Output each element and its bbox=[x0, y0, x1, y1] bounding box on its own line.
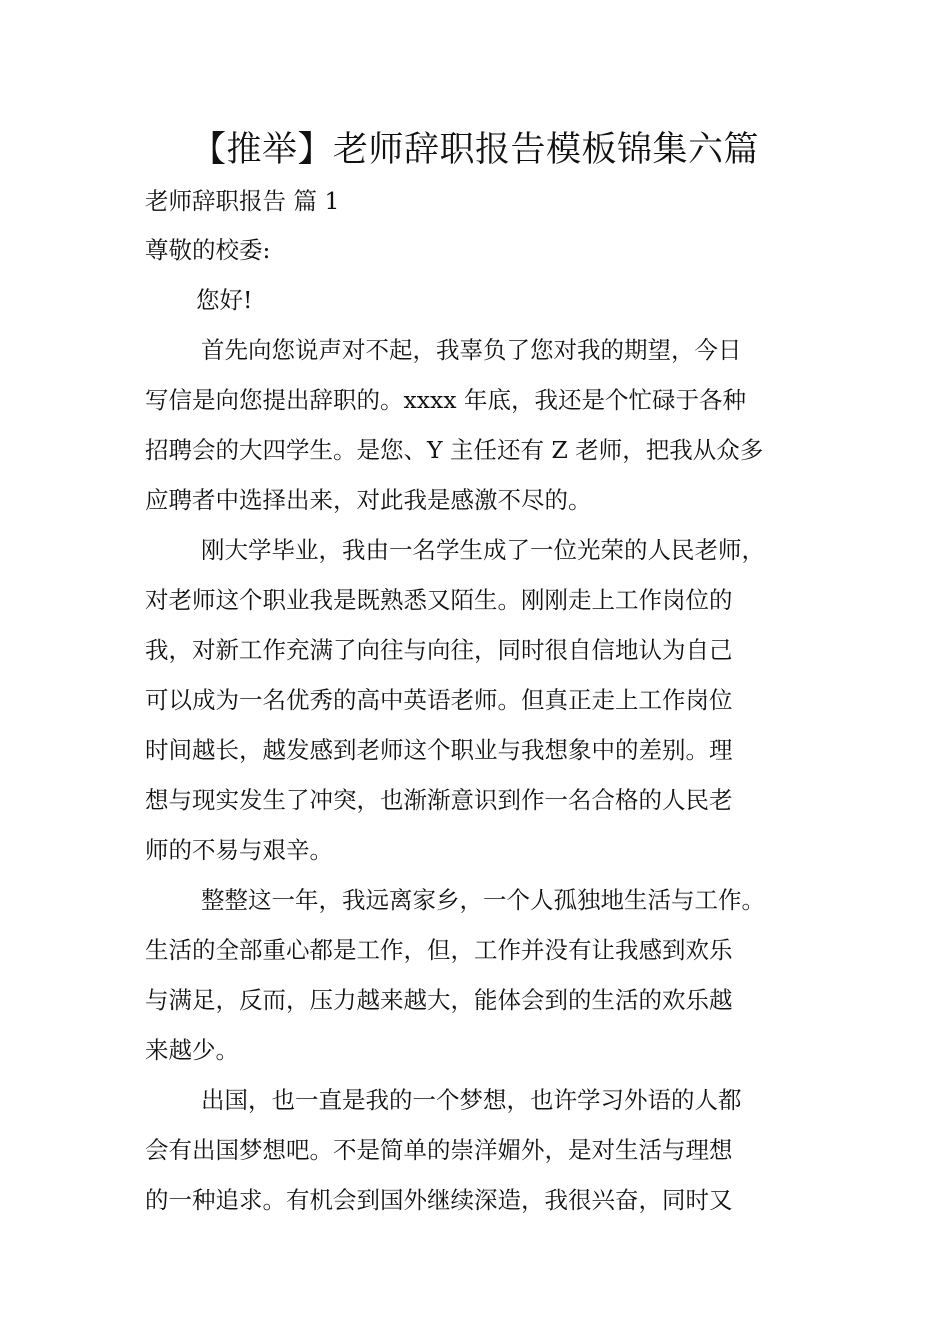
salutation: 尊敬的校委: bbox=[145, 236, 271, 264]
letter-body bbox=[145, 325, 835, 1225]
section-title: 老师辞职报告 篇 1 bbox=[145, 187, 340, 215]
body-line: 我，对新工作充满了向往与向往，同时很自信地认为自己 bbox=[145, 636, 733, 664]
body-line: 招聘会的大四学生。是您、Y 主任还有 Z 老师，把我从众多 bbox=[145, 436, 764, 464]
body-line: 与满足，反而，压力越来越大，能体会到的生活的欢乐越 bbox=[145, 986, 733, 1014]
document-title: 【推举】老师辞职报告模板锦集六篇 bbox=[190, 130, 759, 170]
body-line: 可以成为一名优秀的高中英语老师。但真正走上工作岗位 bbox=[145, 686, 733, 714]
body-line: 想与现实发生了冲突，也渐渐意识到作一名合格的人民老 bbox=[145, 786, 733, 814]
body-line: 时间越长，越发感到老师这个职业与我想象中的差别。理 bbox=[145, 736, 733, 764]
body-line: 对老师这个职业我是既熟悉又陌生。刚刚走上工作岗位的 bbox=[145, 586, 733, 614]
body-line: 写信是向您提出辞职的。xxxx 年底，我还是个忙碌于各种 bbox=[145, 386, 746, 414]
greeting: 您好! bbox=[196, 286, 253, 314]
body-line: 刚大学毕业，我由一名学生成了一位光荣的人民老师， bbox=[201, 536, 765, 564]
body-line: 生活的全部重心都是工作，但，工作并没有让我感到欢乐 bbox=[145, 936, 733, 964]
body-line: 整整这一年，我远离家乡，一个人孤独地生活与工作。 bbox=[201, 886, 765, 914]
body-line: 的一种追求。有机会到国外继续深造，我很兴奋，同时又 bbox=[145, 1186, 733, 1214]
body-line: 出国，也一直是我的一个梦想，也许学习外语的人都 bbox=[201, 1086, 742, 1114]
body-line: 会有出国梦想吧。不是简单的崇洋媚外，是对生活与理想 bbox=[145, 1136, 733, 1164]
body-line: 首先向您说声对不起，我辜负了您对我的期望，今日 bbox=[201, 336, 742, 364]
body-line: 应聘者中选择出来，对此我是感激不尽的。 bbox=[145, 486, 592, 514]
body-line: 师的不易与艰辛。 bbox=[145, 836, 333, 864]
body-line: 来越少。 bbox=[145, 1036, 239, 1064]
